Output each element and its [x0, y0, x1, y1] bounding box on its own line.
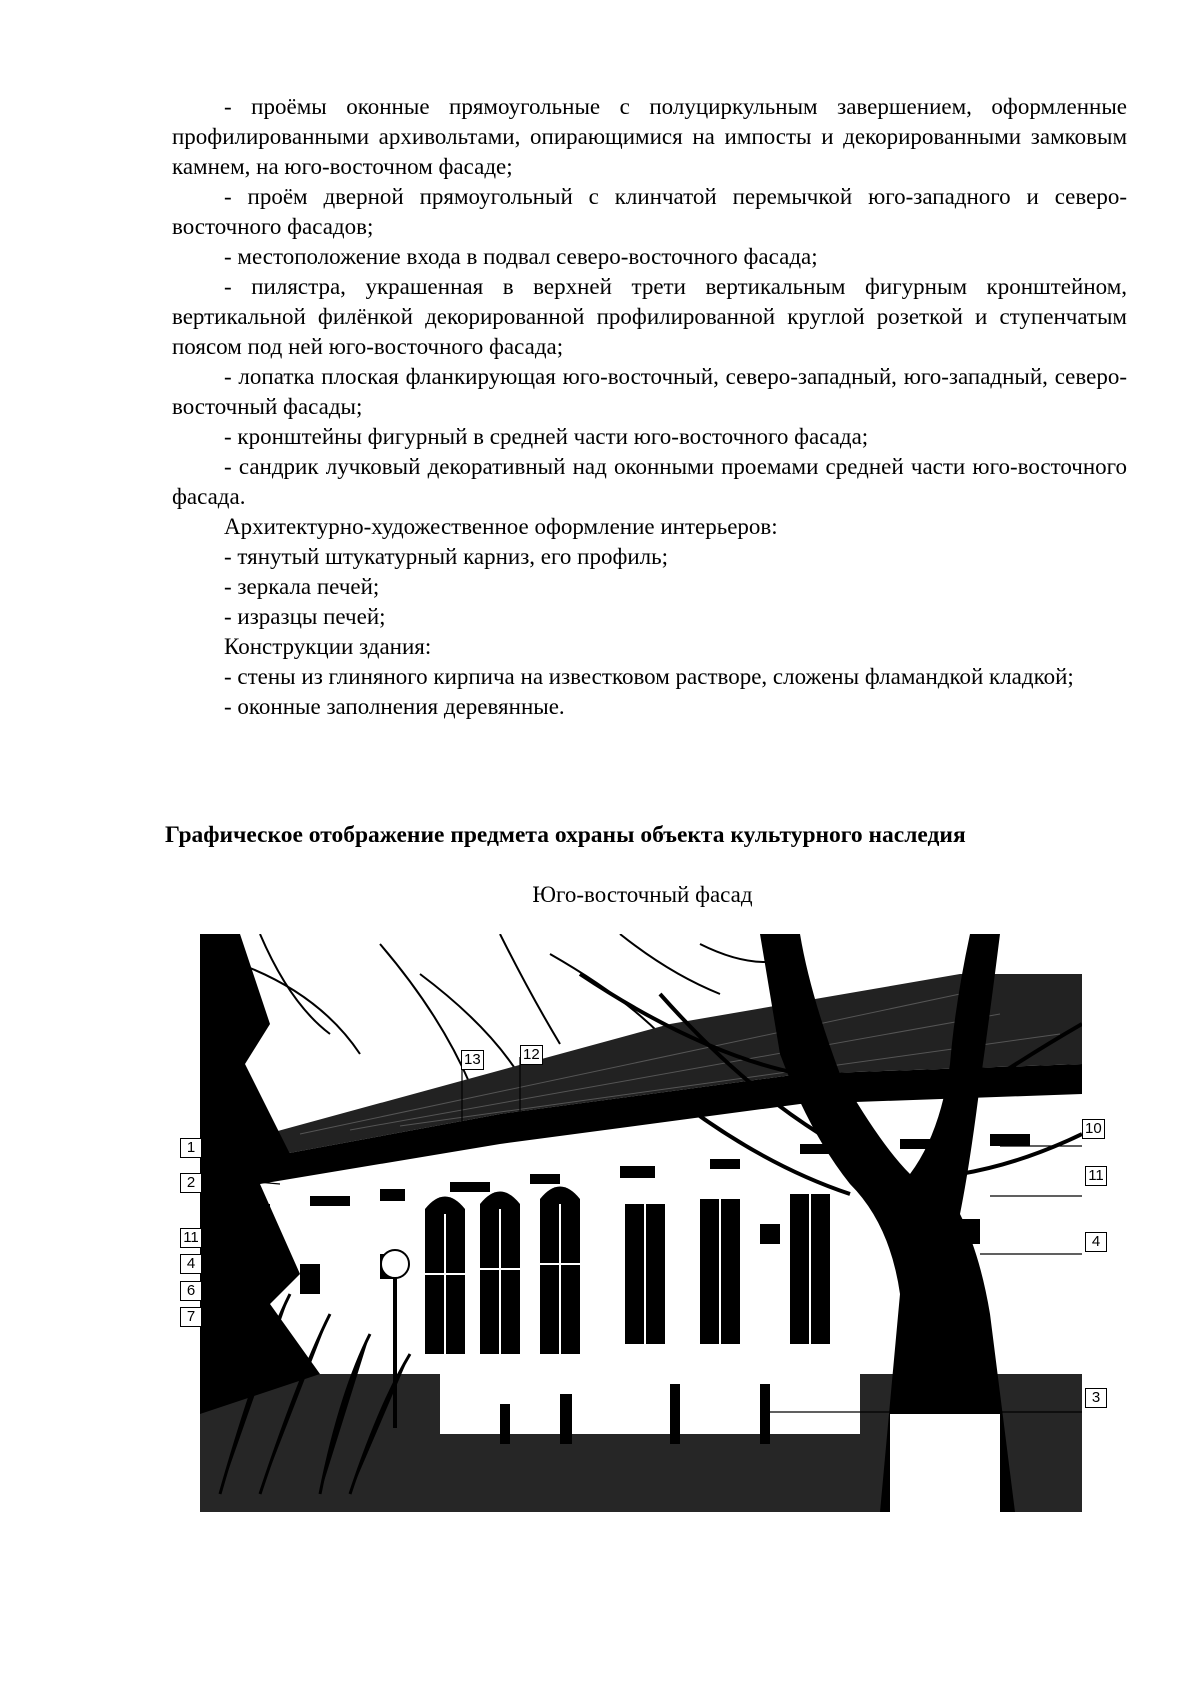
- callout-marker: 11: [1085, 1166, 1107, 1186]
- facade-photo: [200, 934, 1082, 1512]
- lamp-post: [393, 1278, 397, 1428]
- section-label-structures: Конструкции здания:: [224, 634, 432, 659]
- paragraph: - зеркала печей;: [224, 574, 380, 599]
- callout-marker: 3: [1085, 1388, 1107, 1408]
- rect-windows: [625, 1194, 830, 1344]
- paragraph: - проёмы оконные прямоугольные с полуциркульным завершением, оформленные профилированными архивольтами, опирающимися на импосты и декорированными замковым камнем, на юго-восточном фасаде;: [172, 94, 1127, 179]
- paragraph: - оконные заполнения деревянные.: [224, 694, 565, 719]
- paragraph: - лопатка плоская фланкирующая юго-восточный, северо-западный, юго-западный, северо-восточный фасады;: [172, 364, 1127, 419]
- paragraph: - изразцы печей;: [224, 604, 386, 629]
- section-heading: Графическое отображение предмета охраны объекта культурного наследия: [165, 822, 966, 848]
- callout-marker: 6: [180, 1281, 202, 1301]
- paragraph: - сандрик лучковый декоративный над оконными проемами средней части юго-восточного фасада.: [172, 454, 1127, 509]
- paragraph: - местоположение входа в подвал северо-восточного фасада;: [224, 244, 818, 269]
- paragraph: - проём дверной прямоугольный с клинчатой перемычкой юго-западного и северо-восточного фасадов;: [172, 184, 1127, 239]
- callout-marker: 11: [180, 1228, 202, 1248]
- callout-marker: 4: [1085, 1232, 1107, 1252]
- callout-marker: 4: [180, 1254, 202, 1274]
- lamp: [381, 1250, 409, 1278]
- callout-marker: 10: [1082, 1119, 1105, 1139]
- callout-marker: 7: [180, 1307, 202, 1327]
- paragraph: - пилястра, украшенная в верхней трети вертикальным фигурным кронштейном, вертикальной филёнкой декорированной профилированной круглой розеткой и ступенчатым поясом под ней юго-восточного фасада;: [172, 274, 1127, 359]
- figure-caption: Юго-восточный фасад: [532, 882, 753, 907]
- paragraph: - стены из глиняного кирпича на известковом растворе, сложены фламандкой кладкой;: [224, 664, 1074, 689]
- callout-marker: 12: [520, 1045, 543, 1065]
- callout-marker: 13: [461, 1050, 484, 1070]
- callout-marker: 1: [180, 1138, 202, 1158]
- arched-windows: [425, 1187, 580, 1355]
- paragraph: - кронштейны фигурный в средней части юго-восточного фасада;: [224, 424, 869, 449]
- protection-subject-text: [172, 92, 1127, 722]
- paragraph: - тянутый штукатурный карниз, его профиль;: [224, 544, 669, 569]
- callout-marker: 2: [180, 1173, 202, 1193]
- section-label-interiors: Архитектурно-художественное оформление интерьеров:: [224, 514, 778, 539]
- tree-whitewash: [890, 1414, 1000, 1512]
